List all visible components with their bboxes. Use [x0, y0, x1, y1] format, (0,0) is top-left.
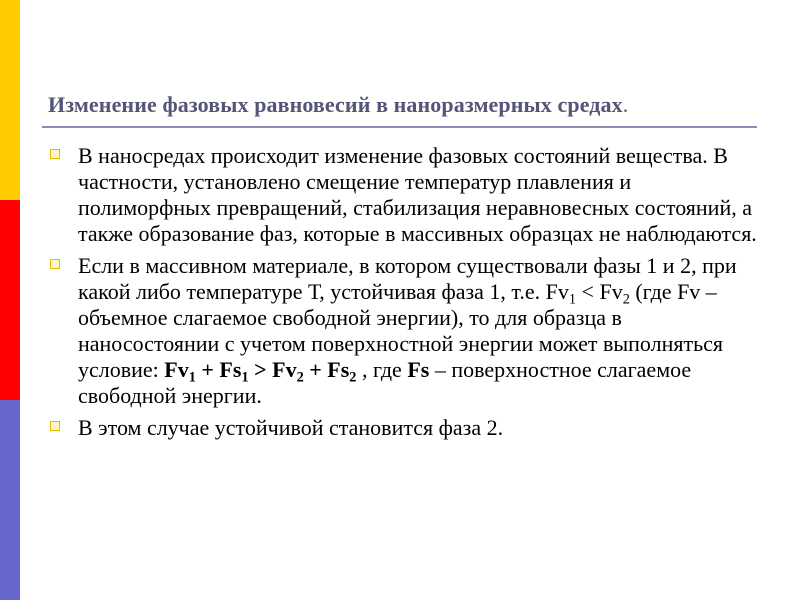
- slide-title: Изменение фазовых равновесий в наноразмерных средах.: [48, 92, 629, 117]
- bullet-item-3: В этом случае устойчивой становится фаза 2.: [48, 415, 768, 441]
- title-underline: [42, 126, 757, 128]
- accent-stripe-yellow: [0, 0, 20, 200]
- square-bullet-icon: [48, 417, 61, 435]
- square-bullet-icon: [48, 255, 61, 273]
- accent-stripe-blue: [0, 400, 20, 600]
- bullet-item-1: В наносредах происходит изменение фазовых состояний вещества. В частности, установлено смещение температур плавления и полиморфных превращений, стабилизация неравновесных состояний, а также образование фаз, которые в массивных образцах не наблюдаются.: [48, 143, 768, 247]
- bullet-list: [48, 143, 768, 441]
- accent-stripe-red: [0, 200, 20, 400]
- square-bullet-icon: [48, 145, 61, 163]
- formula: $Fv_1 + Fs_1 > Fv_2 + Fs_2$: [164, 357, 357, 386]
- bullet-item-2: Если в массивном материале, в котором существовали фазы 1 и 2, при какой либо температуре Т, устойчивая фаза 1, т.е. $Fv_1 < Fv_2$ (где Fv – объемное слагаемое свободной энергии), то для образца в наносостоянии с учетом поверхностной энергии может выполняться условие: $Fv_1 + Fs_1 > Fv_2 + Fs_2$ , где Fs – поверхностное слагаемое свободной энергии.: [48, 253, 768, 409]
